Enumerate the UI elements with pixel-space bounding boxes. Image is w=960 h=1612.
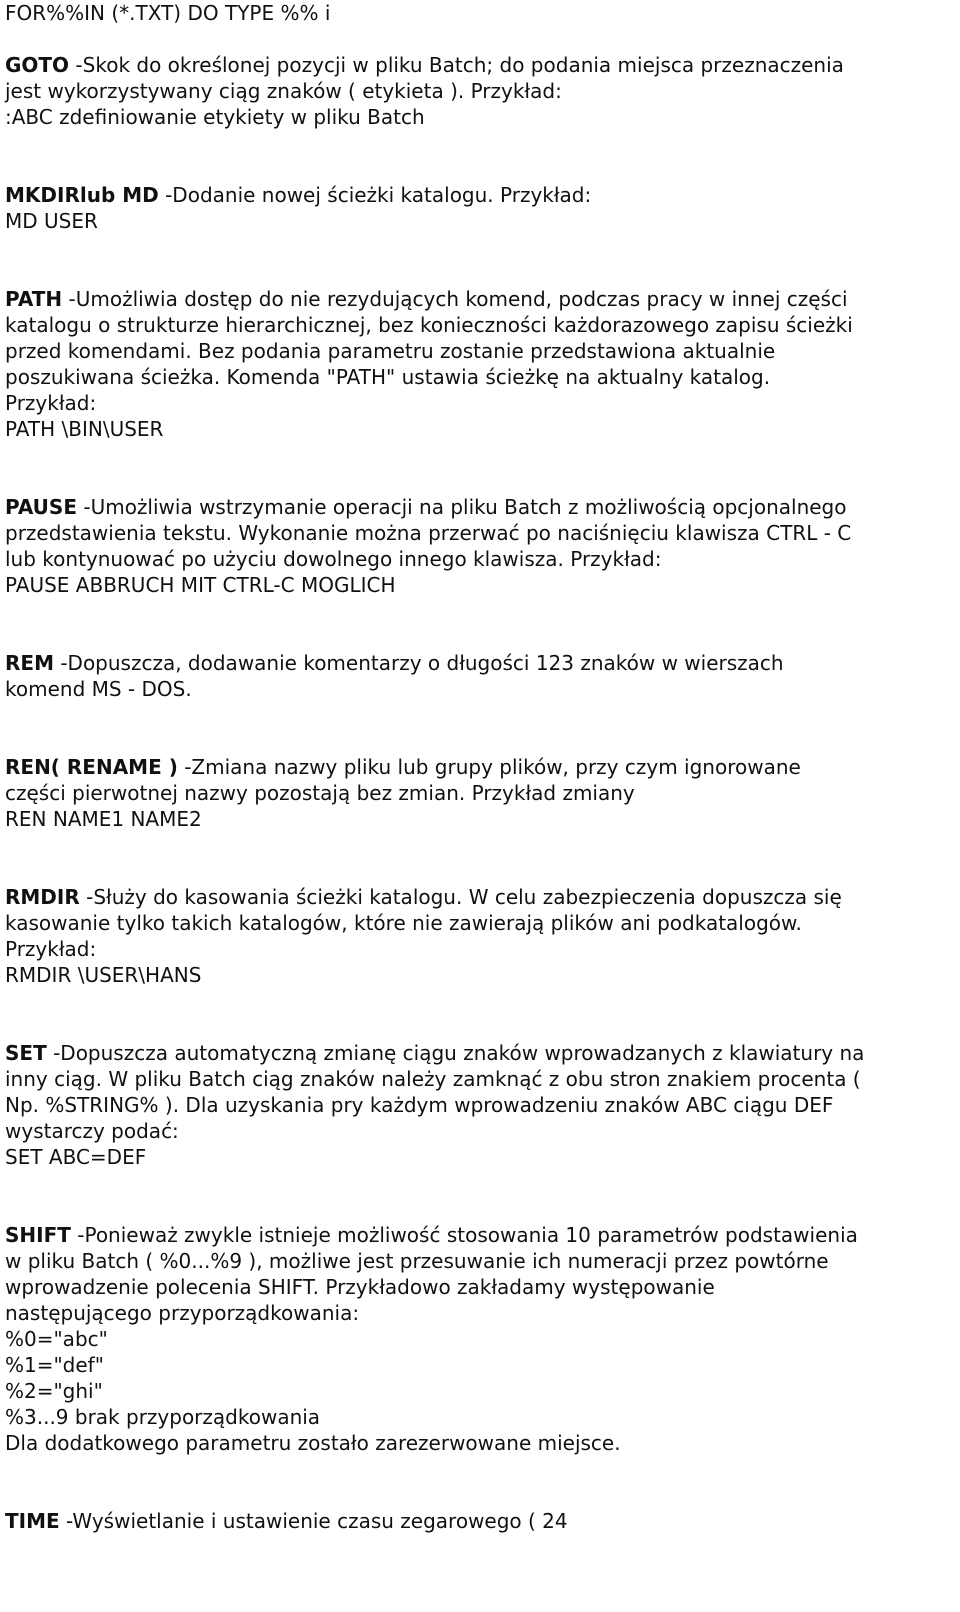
shift-line-9: Dla dodatkowego parametru zostało zarezerwowane miejsce. <box>5 1431 621 1455</box>
rem-line-1: REM -Dopuszcza, dodawanie komentarzy o długości 123 znaków w wierszach <box>5 651 784 675</box>
rem-line-2: komend MS - DOS. <box>5 677 192 701</box>
shift-line-1: SHIFT -Ponieważ zwykle istnieje możliwość stosowania 10 parametrów podstawienia <box>5 1223 858 1247</box>
shift-line-4: następującego przyporządkowania: <box>5 1301 360 1325</box>
set-line-5: SET ABC=DEF <box>5 1145 147 1169</box>
path-line-4: poszukiwana ścieżka. Komenda "PATH" ustawia ścieżkę na aktualny katalog. <box>5 365 771 389</box>
pause-line-2: przedstawienia tekstu. Wykonanie można przerwać po naciśnięciu klawisza CTRL - C <box>5 521 852 545</box>
time-term: TIME <box>5 1509 60 1533</box>
ren-term: REN( RENAME ) <box>5 755 178 779</box>
shift-line-8: %3...9 brak przyporządkowania <box>5 1405 321 1429</box>
set-line-1: SET -Dopuszcza automatyczną zmianę ciągu znaków wprowadzanych z klawiatury na <box>5 1041 865 1065</box>
mkdir-section <box>5 182 955 234</box>
pause-term: PAUSE <box>5 495 77 519</box>
time-line-1: TIME -Wyświetlanie i ustawienie czasu zegarowego ( 24 <box>5 1509 568 1533</box>
pause-line-1: PAUSE -Umożliwia wstrzymanie operacji na pliku Batch z możliwością opcjonalnego <box>5 495 847 519</box>
shift-term: SHIFT <box>5 1223 71 1247</box>
goto-section <box>5 52 955 130</box>
path-line-5: Przykład: <box>5 391 97 415</box>
path-line-2: katalogu o strukturze hierarchicznej, bez konieczności każdorazowego zapisu ścieżki <box>5 313 853 337</box>
time-section <box>5 1508 955 1534</box>
set-section <box>5 1040 955 1170</box>
for-line: FOR%%IN (*.TXT) DO TYPE %% i <box>5 1 331 25</box>
goto-line-2: jest wykorzystywany ciąg znaków ( etykieta ). Przykład: <box>5 79 562 103</box>
ren-line-1: REN( RENAME ) -Zmiana nazwy pliku lub grupy plików, przy czym ignorowane <box>5 755 801 779</box>
set-line-3: Np. %STRING% ). Dla uzyskania pry każdym wprowadzeniu znaków ABC ciągu DEF <box>5 1093 834 1117</box>
set-term: SET <box>5 1041 47 1065</box>
goto-term: GOTO <box>5 53 70 77</box>
mkdir-line-1: MKDIRlub MD -Dodanie nowej ścieżki katalogu. Przykład: <box>5 183 592 207</box>
rmdir-line-4: RMDIR \USER\HANS <box>5 963 202 987</box>
goto-line-1: GOTO -Skok do określonej pozycji w pliku Batch; do podania miejsca przeznaczenia <box>5 53 844 77</box>
mkdir-term: MKDIRlub MD <box>5 183 159 207</box>
path-section <box>5 286 955 442</box>
rem-term: REM <box>5 651 54 675</box>
pause-section <box>5 494 955 598</box>
ren-line-2: części pierwotnej nazwy pozostają bez zmian. Przykład zmiany <box>5 781 635 805</box>
pause-line-3: lub kontynuować po użyciu dowolnego innego klawisza. Przykład: <box>5 547 662 571</box>
path-term: PATH <box>5 287 63 311</box>
mkdir-line-2: MD USER <box>5 209 98 233</box>
rmdir-line-2: kasowanie tylko takich katalogów, które nie zawierają plików ani podkatalogów. <box>5 911 802 935</box>
document-page <box>5 0 955 1534</box>
set-line-4: wystarczy podać: <box>5 1119 179 1143</box>
shift-line-5: %0="abc" <box>5 1327 108 1351</box>
ren-line-3: REN NAME1 NAME2 <box>5 807 202 831</box>
goto-line-3: :ABC zdefiniowanie etykiety w pliku Batch <box>5 105 425 129</box>
shift-line-6: %1="def" <box>5 1353 104 1377</box>
shift-line-3: wprowadzenie polecenia SHIFT. Przykładowo zakładamy występowanie <box>5 1275 715 1299</box>
rmdir-term: RMDIR <box>5 885 80 909</box>
pause-line-4: PAUSE ABBRUCH MIT CTRL-C MOGLICH <box>5 573 396 597</box>
rmdir-line-1: RMDIR -Służy do kasowania ścieżki katalogu. W celu zabezpieczenia dopuszcza się <box>5 885 842 909</box>
set-line-2: inny ciąg. W pliku Batch ciąg znaków należy zamknąć z obu stron znakiem procenta ( <box>5 1067 861 1091</box>
shift-line-7: %2="ghi" <box>5 1379 103 1403</box>
shift-line-2: w pliku Batch ( %0...%9 ), możliwe jest przesuwanie ich numeracji przez powtórne <box>5 1249 829 1273</box>
shift-section <box>5 1222 955 1456</box>
ren-section <box>5 754 955 832</box>
rmdir-section <box>5 884 955 988</box>
rem-section <box>5 650 955 702</box>
path-line-3: przed komendami. Bez podania parametru zostanie przedstawiona aktualnie <box>5 339 776 363</box>
rmdir-line-3: Przykład: <box>5 937 97 961</box>
path-line-6: PATH \BIN\USER <box>5 417 164 441</box>
path-line-1: PATH -Umożliwia dostęp do nie rezydujących komend, podczas pracy w innej części <box>5 287 848 311</box>
